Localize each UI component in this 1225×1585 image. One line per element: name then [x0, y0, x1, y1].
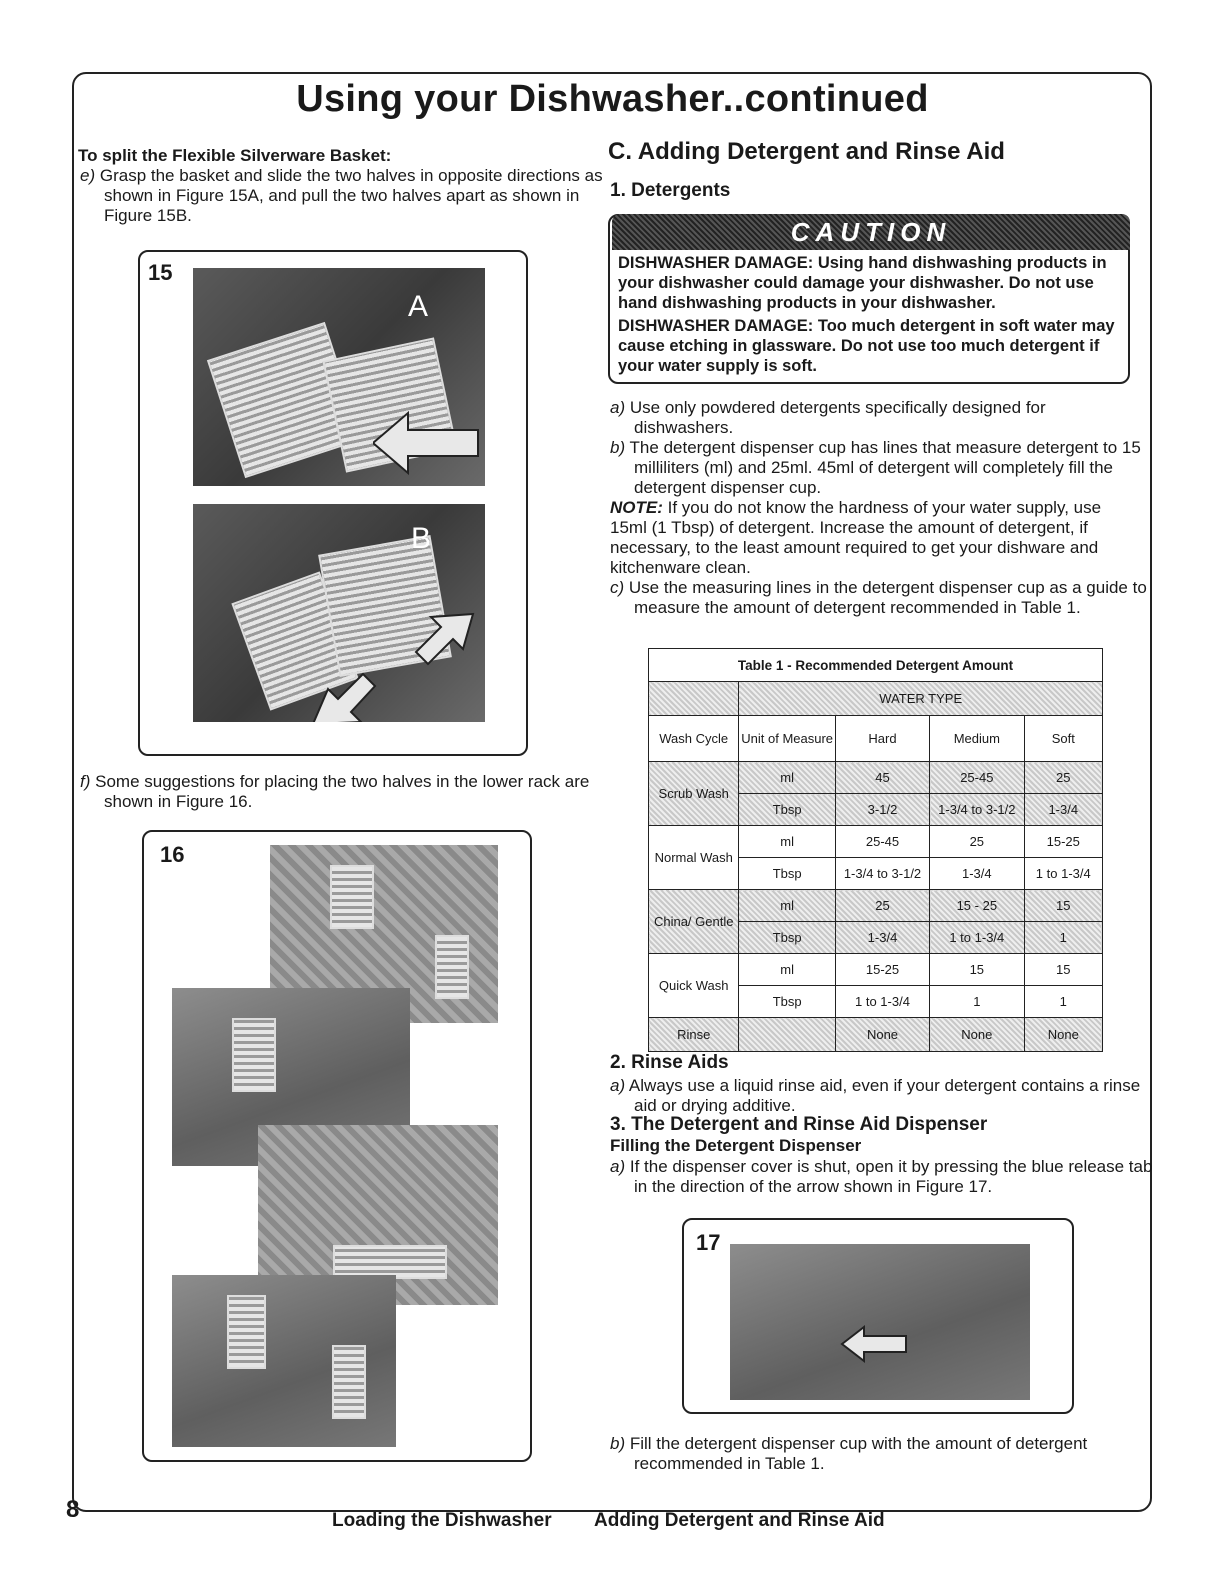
unit-ml: ml	[739, 954, 835, 986]
rinse-aids-heading: 2. Rinse Aids	[610, 1052, 729, 1073]
fill-step-a	[610, 1157, 1154, 1197]
unit-ml: ml	[739, 762, 835, 794]
page-title: Using your Dishwasher..continued	[296, 78, 929, 120]
step-a-marker: a)	[610, 398, 626, 417]
cycle-china-gentle: China/ Gentle	[649, 890, 739, 954]
cycle-scrub-wash: Scrub Wash	[649, 762, 739, 826]
unit-tbsp: Tbsp	[739, 922, 835, 954]
step-e-text: Grasp the basket and slide the two halves in opposite directions as shown in Figure 15A, and pull the two halves apart as shown in Figure 15B.	[99, 166, 603, 225]
figure-15b-photo	[193, 504, 485, 722]
table-cell: 1 to 1-3/4	[930, 922, 1024, 954]
footer-section-detergent: Adding Detergent and Rinse Aid	[594, 1510, 885, 1531]
unit-tbsp: Tbsp	[739, 858, 835, 890]
water-type-header: WATER TYPE	[739, 682, 1103, 716]
note-text: If you do not know the hardness of your water supply, use 15ml (1 Tbsp) of detergent. Increase the amount of detergent, if necessary, to the least amount required to get your dishware and kitchenware clean.	[610, 498, 1102, 577]
unit-tbsp: Tbsp	[739, 794, 835, 826]
figure-15b-label: B	[411, 522, 432, 555]
table-cell: 45	[835, 762, 929, 794]
footer-section-loading: Loading the Dishwasher	[332, 1510, 552, 1531]
step-f	[80, 772, 604, 812]
table-cell: 15-25	[835, 954, 929, 986]
table-cell: 1-3/4	[835, 922, 929, 954]
split-heading: To split the Flexible Silverware Basket:	[78, 146, 392, 165]
unit-ml: ml	[739, 826, 835, 858]
cycle-quick-wash: Quick Wash	[649, 954, 739, 1018]
table-cell: 15	[1024, 954, 1102, 986]
fill-b-marker: b)	[610, 1434, 626, 1453]
cycle-rinse: Rinse	[649, 1018, 739, 1052]
step-b-marker: b)	[610, 438, 626, 457]
detergent-table	[648, 648, 1103, 1052]
unit-tbsp: Tbsp	[739, 986, 835, 1018]
table-cell: 1-3/4 to 3-1/2	[835, 858, 929, 890]
dispenser-heading: 3. The Detergent and Rinse Aid Dispenser	[610, 1114, 988, 1135]
figure-17-number: 17	[696, 1230, 721, 1255]
fill-a-text: If the dispenser cover is shut, open it by pressing the blue release tab in the direction of the arrow shown in Figure 17.	[629, 1157, 1153, 1196]
table-cell: 1	[1024, 922, 1102, 954]
table-cell: 15 - 25	[930, 890, 1024, 922]
table-cell: 1-3/4 to 3-1/2	[930, 794, 1024, 826]
table-cell: 1	[1024, 986, 1102, 1018]
step-e	[80, 166, 604, 226]
step-f-marker: f)	[80, 772, 91, 791]
table-caption: Table 1 - Recommended Detergent Amount	[649, 649, 1103, 682]
table-cell	[739, 1018, 835, 1052]
col-unit: Unit of Measure	[739, 716, 835, 762]
rinse-a-text: Always use a liquid rinse aid, even if your detergent contains a rinse aid or drying additive.	[628, 1076, 1141, 1115]
figure-17-dispenser-photo	[730, 1244, 1030, 1400]
col-hard: Hard	[835, 716, 929, 762]
step-c-marker: c)	[610, 578, 625, 597]
detergent-step-b	[610, 438, 1144, 498]
col-soft: Soft	[1024, 716, 1102, 762]
table-cell: 15-25	[1024, 826, 1102, 858]
table-cell: 15	[1024, 890, 1102, 922]
basket-half	[435, 935, 469, 999]
step-b-text: The detergent dispenser cup has lines that measure detergent to 15 milliliters (ml) and 25ml. 45ml of detergent will completely fill the detergent dispenser cup.	[629, 438, 1141, 497]
step-c-text: Use the measuring lines in the detergent dispenser cup as a guide to measure the amount of detergent recommended in Table 1.	[628, 578, 1147, 617]
table-cell: 1 to 1-3/4	[835, 986, 929, 1018]
unit-ml: ml	[739, 890, 835, 922]
note-label: NOTE:	[610, 498, 663, 517]
table-cell	[649, 682, 739, 716]
table-cell: None	[1024, 1018, 1102, 1052]
basket-half	[333, 1245, 447, 1279]
step-f-text: Some suggestions for placing the two halves in the lower rack are shown in Figure 16.	[95, 772, 590, 811]
table-cell: 1-3/4	[1024, 794, 1102, 826]
col-medium: Medium	[930, 716, 1024, 762]
table-cell: 1 to 1-3/4	[1024, 858, 1102, 890]
table-cell: 25	[1024, 762, 1102, 794]
fill-a-marker: a)	[610, 1157, 626, 1176]
section-heading: C. Adding Detergent and Rinse Aid	[608, 138, 1005, 165]
table-cell: 1	[930, 986, 1024, 1018]
fill-b-text: Fill the detergent dispenser cup with the amount of detergent recommended in Table 1.	[629, 1434, 1088, 1473]
table-cell: None	[930, 1018, 1024, 1052]
step-e-marker: e)	[80, 166, 96, 185]
filling-heading: Filling the Detergent Dispenser	[610, 1136, 862, 1155]
rinse-step-a	[610, 1076, 1162, 1116]
page-number: 8	[66, 1496, 80, 1523]
figure-15a-photo	[193, 268, 485, 486]
detergent-note	[610, 498, 1135, 578]
basket-half	[232, 1018, 276, 1092]
detergents-heading: 1. Detergents	[610, 180, 731, 201]
table-cell: 25-45	[930, 762, 1024, 794]
figure-15a-label: A	[408, 290, 429, 323]
fill-step-b	[610, 1434, 1159, 1474]
table-cell: 1-3/4	[930, 858, 1024, 890]
step-a-text: Use only powdered detergents specifically designed for dishwashers.	[629, 398, 1046, 437]
pull-apart-arrows-icon	[303, 604, 483, 722]
table-cell: 25-45	[835, 826, 929, 858]
release-tab-arrow-icon	[840, 1324, 910, 1364]
detergent-step-c	[610, 578, 1154, 618]
table-cell: 15	[930, 954, 1024, 986]
col-wash-cycle: Wash Cycle	[649, 716, 739, 762]
figure-15-number: 15	[148, 260, 173, 285]
caution-paragraph-1: DISHWASHER DAMAGE: Using hand dishwashing products in your dishwasher could damage your dishwasher. Do not use hand dishwashing products in your dishwasher.	[618, 254, 1107, 312]
caution-paragraph-2: DISHWASHER DAMAGE: Too much detergent in soft water may cause etching in glassware. Do not use too much detergent if your water supply is soft.	[618, 317, 1115, 375]
table-cell: None	[835, 1018, 929, 1052]
basket-half	[227, 1295, 266, 1369]
caution-title: CAUTION	[612, 214, 1130, 250]
table-cell: 25	[835, 890, 929, 922]
figure-16-rack-photo-4	[172, 1275, 396, 1447]
slide-arrows-icon	[373, 408, 483, 478]
table-cell: 25	[930, 826, 1024, 858]
basket-half	[332, 1345, 366, 1419]
detergent-step-a	[610, 398, 1144, 438]
figure-16-number: 16	[160, 842, 185, 867]
table-cell: 3-1/2	[835, 794, 929, 826]
rinse-a-marker: a)	[610, 1076, 626, 1095]
basket-half	[330, 865, 374, 929]
cycle-normal-wash: Normal Wash	[649, 826, 739, 890]
